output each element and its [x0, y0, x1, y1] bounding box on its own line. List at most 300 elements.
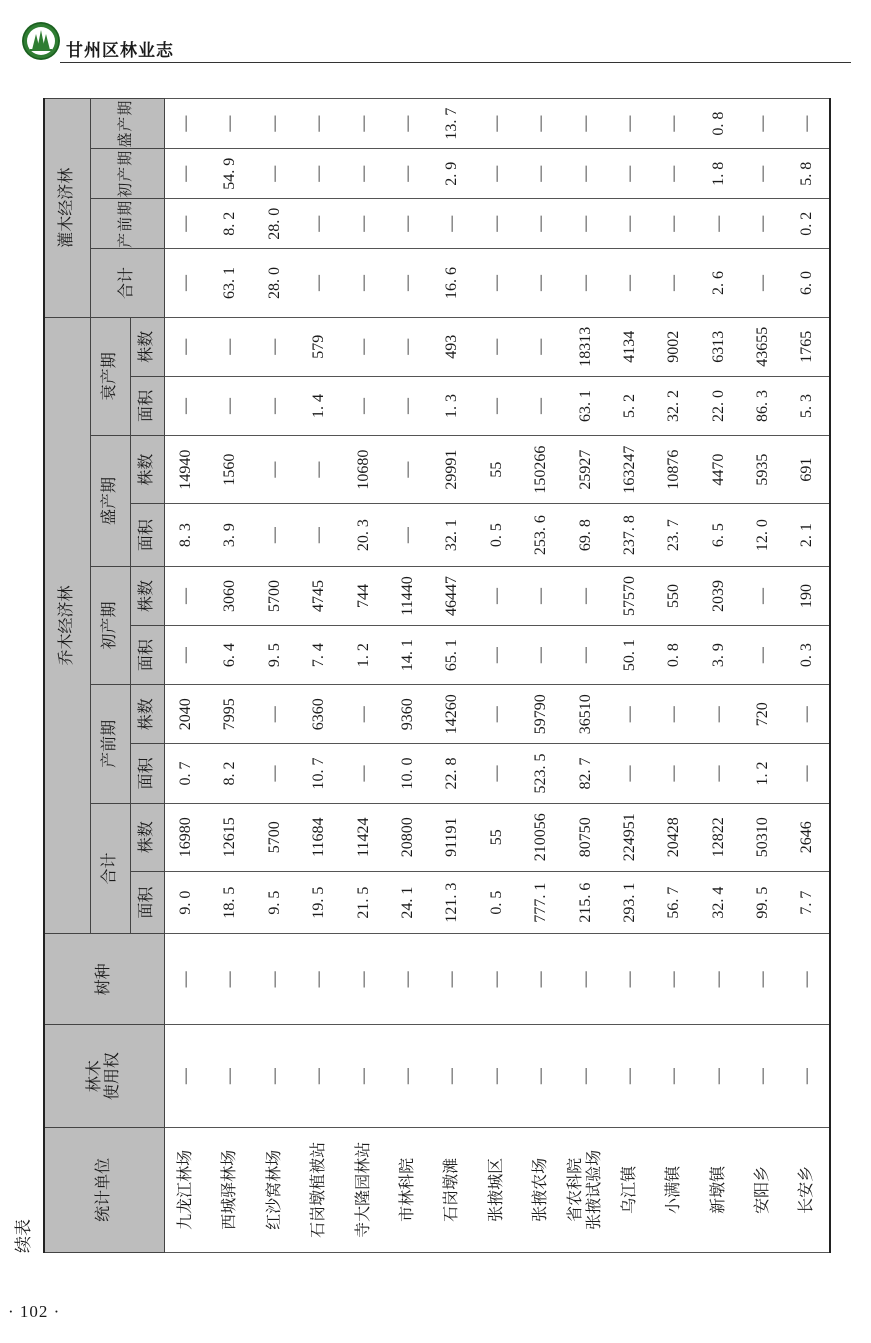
header-tree-group: 乔木经济林	[44, 317, 90, 934]
cell-rights: —	[608, 1025, 652, 1127]
header-pre: 产前期	[90, 685, 130, 803]
page-number: · 102 ·	[8, 1302, 61, 1321]
cell-value: —	[253, 744, 297, 803]
cell-value: —	[564, 149, 608, 199]
cell-value: —	[164, 249, 208, 317]
cell-value: 1. 4	[297, 376, 341, 435]
cell-value: 253. 6	[519, 504, 563, 567]
header-count: 株数	[130, 317, 164, 376]
cell-value: 8. 2	[208, 199, 252, 249]
cell-value: 25927	[564, 436, 608, 504]
header-unit: 统计单位	[44, 1127, 164, 1252]
cell-value: 28. 0	[253, 199, 297, 249]
table-row	[342, 99, 386, 1253]
cell-rights: —	[430, 1025, 474, 1127]
header-area: 面积	[130, 626, 164, 685]
cell-rights: —	[386, 1025, 430, 1127]
cell-value: 2. 6	[697, 249, 741, 317]
cell-value: 10680	[342, 436, 386, 504]
cell-species: —	[208, 934, 252, 1025]
cell-value: —	[564, 626, 608, 685]
cell-value: —	[652, 99, 696, 149]
cell-value: —	[386, 317, 430, 376]
cell-value: 121. 3	[430, 871, 474, 934]
cell-value: —	[208, 99, 252, 149]
cell-value: 12. 0	[741, 504, 785, 567]
cell-value: —	[386, 504, 430, 567]
table-body	[164, 99, 830, 1253]
cell-value: —	[342, 376, 386, 435]
cell-value: —	[430, 199, 474, 249]
cell-value: —	[253, 685, 297, 744]
table-row	[519, 99, 563, 1253]
cell-value: 55	[475, 803, 519, 871]
cell-value: —	[608, 685, 652, 744]
table-row	[386, 99, 430, 1253]
cell-value: 6313	[697, 317, 741, 376]
continued-label: 续表	[14, 1219, 34, 1253]
header-total: 合计	[90, 803, 130, 934]
cell-value: 2646	[785, 803, 830, 871]
table-row	[253, 99, 297, 1253]
cell-unit: 张掖城区	[475, 1127, 519, 1252]
cell-value: —	[608, 99, 652, 149]
header-early: 初产期	[90, 566, 130, 684]
cell-species: —	[430, 934, 474, 1025]
cell-value: 6. 0	[785, 249, 830, 317]
cell-value: —	[741, 149, 785, 199]
cell-unit: 石岗墩植被站	[297, 1127, 341, 1252]
cell-rights: —	[253, 1025, 297, 1127]
cell-value: 9. 0	[164, 871, 208, 934]
cell-value: —	[342, 249, 386, 317]
cell-value: —	[697, 199, 741, 249]
header-area: 面积	[130, 744, 164, 803]
header-shrub-group: 灌木经济林	[44, 99, 90, 318]
cell-value: 80750	[564, 803, 608, 871]
table-row	[164, 99, 208, 1253]
header-count: 株数	[130, 436, 164, 504]
cell-value: —	[608, 249, 652, 317]
cell-value: 18. 5	[208, 871, 252, 934]
cell-value: —	[475, 149, 519, 199]
cell-value: —	[741, 99, 785, 149]
table-row	[475, 99, 519, 1253]
cell-value: 6. 5	[697, 504, 741, 567]
cell-value: 7. 7	[785, 871, 830, 934]
header-area: 面积	[130, 504, 164, 567]
cell-value: 63. 1	[208, 249, 252, 317]
cell-value: 63. 1	[564, 376, 608, 435]
header-peak: 盛产期	[90, 436, 130, 567]
cell-value: 82. 7	[564, 744, 608, 803]
cell-value: 65. 1	[430, 626, 474, 685]
cell-unit: 西城驿林场	[208, 1127, 252, 1252]
cell-value: —	[741, 626, 785, 685]
cell-value: —	[164, 149, 208, 199]
cell-value: 0. 8	[697, 99, 741, 149]
cell-value: 32. 4	[697, 871, 741, 934]
cell-value: —	[386, 199, 430, 249]
cell-value: 2. 9	[430, 149, 474, 199]
cell-value: 0. 7	[164, 744, 208, 803]
cell-value: —	[608, 199, 652, 249]
cell-unit: 寺大隆园林站	[342, 1127, 386, 1252]
cell-value: 4745	[297, 566, 341, 625]
cell-value: —	[564, 566, 608, 625]
cell-species: —	[697, 934, 741, 1025]
cell-value: 9. 5	[253, 626, 297, 685]
table-row	[697, 99, 741, 1253]
cell-value: 36510	[564, 685, 608, 744]
cell-value: 2. 1	[785, 504, 830, 567]
cell-value: 8. 2	[208, 744, 252, 803]
cell-value: —	[386, 436, 430, 504]
cell-species: —	[253, 934, 297, 1025]
cell-value: 91191	[430, 803, 474, 871]
cell-value: 1. 3	[430, 376, 474, 435]
cell-rights: —	[475, 1025, 519, 1127]
cell-value: 11440	[386, 566, 430, 625]
cell-value: 11424	[342, 803, 386, 871]
cell-value: 8. 3	[164, 504, 208, 567]
cell-value: 99. 5	[741, 871, 785, 934]
cell-value: 16980	[164, 803, 208, 871]
cell-value: 5700	[253, 566, 297, 625]
cell-value: —	[342, 744, 386, 803]
cell-unit	[564, 1127, 608, 1252]
cell-value: 5. 3	[785, 376, 830, 435]
cell-value: 46447	[430, 566, 474, 625]
cell-value: —	[253, 317, 297, 376]
cell-value: 720	[741, 685, 785, 744]
cell-value: 744	[342, 566, 386, 625]
header-count: 株数	[130, 566, 164, 625]
cell-value: 21. 5	[342, 871, 386, 934]
cell-value: 50. 1	[608, 626, 652, 685]
cell-value: —	[253, 376, 297, 435]
cell-value: —	[297, 249, 341, 317]
cell-value: —	[475, 249, 519, 317]
cell-value: —	[342, 149, 386, 199]
cell-value: 7995	[208, 685, 252, 744]
cell-value: —	[253, 149, 297, 199]
cell-unit: 安阳乡	[741, 1127, 785, 1252]
cell-value: 20800	[386, 803, 430, 871]
cell-value: 54. 9	[208, 149, 252, 199]
cell-rights: —	[652, 1025, 696, 1127]
cell-unit: 乌江镇	[608, 1127, 652, 1252]
cell-value: 190	[785, 566, 830, 625]
header-rights-line-2: 使用权	[104, 1052, 122, 1101]
cell-unit: 张掖农场	[519, 1127, 563, 1252]
cell-value: 13. 7	[430, 99, 474, 149]
cell-value: 0. 8	[652, 626, 696, 685]
cell-species: —	[386, 934, 430, 1025]
cell-value: 10. 7	[297, 744, 341, 803]
table-row	[297, 99, 341, 1253]
cell-value: 11684	[297, 803, 341, 871]
cell-species: —	[164, 934, 208, 1025]
cell-value: —	[475, 744, 519, 803]
cell-value: 579	[297, 317, 341, 376]
cell-value: 32. 1	[430, 504, 474, 567]
cell-value: 4470	[697, 436, 741, 504]
cell-unit: 长安乡	[785, 1127, 830, 1252]
cell-value: 86. 3	[741, 376, 785, 435]
cell-value: 523. 5	[519, 744, 563, 803]
cell-value: —	[564, 249, 608, 317]
cell-value: 1. 2	[342, 626, 386, 685]
cell-value: 1. 8	[697, 149, 741, 199]
cell-value: —	[297, 504, 341, 567]
cell-value: 0. 5	[475, 871, 519, 934]
cell-value: 12615	[208, 803, 252, 871]
cell-value: 23. 7	[652, 504, 696, 567]
table-row	[208, 99, 252, 1253]
cell-value: —	[519, 626, 563, 685]
header-decline: 衰产期	[90, 317, 130, 435]
cell-value: —	[342, 685, 386, 744]
cell-value: —	[519, 199, 563, 249]
cell-value: —	[164, 626, 208, 685]
cell-unit: 市林科院	[386, 1127, 430, 1252]
cell-value: —	[652, 199, 696, 249]
cell-value: 493	[430, 317, 474, 376]
cell-rights: —	[519, 1025, 563, 1127]
cell-value: 50310	[741, 803, 785, 871]
cell-rights: —	[164, 1025, 208, 1127]
cell-value: 550	[652, 566, 696, 625]
cell-value: —	[386, 99, 430, 149]
header-count: 株数	[130, 803, 164, 871]
cell-species: —	[342, 934, 386, 1025]
cell-value: —	[164, 376, 208, 435]
cell-value: —	[652, 685, 696, 744]
cell-value: —	[741, 249, 785, 317]
cell-value: —	[386, 376, 430, 435]
header-species: 树种	[44, 934, 164, 1025]
header-divider	[60, 62, 851, 63]
header-shrub-pre: 产前期	[90, 199, 164, 249]
cell-value: 0. 2	[785, 199, 830, 249]
cell-value: —	[164, 317, 208, 376]
cell-value: 293. 1	[608, 871, 652, 934]
cell-species: —	[519, 934, 563, 1025]
cell-value: 0. 3	[785, 626, 830, 685]
cell-value: —	[519, 99, 563, 149]
cell-value: 56. 7	[652, 871, 696, 934]
cell-rights: —	[297, 1025, 341, 1127]
cell-unit: 新墩镇	[697, 1127, 741, 1252]
header-shrub-peak: 盛产期	[90, 99, 164, 149]
cell-value: 69. 8	[564, 504, 608, 567]
cell-rights: —	[208, 1025, 252, 1127]
cell-value: 691	[785, 436, 830, 504]
cell-species: —	[741, 934, 785, 1025]
cell-value: —	[208, 317, 252, 376]
cell-value: —	[164, 99, 208, 149]
cell-value: 16. 6	[430, 249, 474, 317]
cell-value: —	[519, 249, 563, 317]
cell-value: 3. 9	[697, 626, 741, 685]
cell-value: —	[475, 317, 519, 376]
cell-value: —	[342, 317, 386, 376]
cell-value: —	[741, 199, 785, 249]
cell-value: —	[208, 376, 252, 435]
cell-value: —	[519, 566, 563, 625]
cell-value: —	[253, 99, 297, 149]
cell-value: 1765	[785, 317, 830, 376]
cell-value: —	[697, 685, 741, 744]
cell-value: —	[253, 436, 297, 504]
cell-value: —	[519, 376, 563, 435]
table-row	[785, 99, 830, 1253]
cell-value: —	[564, 199, 608, 249]
cell-value: 12822	[697, 803, 741, 871]
cell-value: 210056	[519, 803, 563, 871]
cell-value: 43655	[741, 317, 785, 376]
cell-value: 150266	[519, 436, 563, 504]
cell-value: 14. 1	[386, 626, 430, 685]
cell-value: 20428	[652, 803, 696, 871]
cell-value: 20. 3	[342, 504, 386, 567]
cell-value: 22. 8	[430, 744, 474, 803]
header-area: 面积	[130, 871, 164, 934]
cell-value: —	[342, 199, 386, 249]
cell-value: 14940	[164, 436, 208, 504]
cell-species: —	[608, 934, 652, 1025]
cell-value: —	[652, 249, 696, 317]
cell-unit: 小满镇	[652, 1127, 696, 1252]
cell-value: 7. 4	[297, 626, 341, 685]
cell-value: 215. 6	[564, 871, 608, 934]
cell-rights: —	[785, 1025, 830, 1127]
cell-value: —	[652, 744, 696, 803]
cell-value: 32. 2	[652, 376, 696, 435]
cell-value: 0. 5	[475, 504, 519, 567]
cell-value: 14260	[430, 685, 474, 744]
cell-value: 1560	[208, 436, 252, 504]
cell-value: —	[164, 566, 208, 625]
cell-value: 3. 9	[208, 504, 252, 567]
cell-value: 9002	[652, 317, 696, 376]
cell-value: 19. 5	[297, 871, 341, 934]
cell-unit-line: 省农科院	[567, 1157, 585, 1222]
cell-species: —	[297, 934, 341, 1025]
cell-value: 24. 1	[386, 871, 430, 934]
cell-value: 2039	[697, 566, 741, 625]
cell-value: —	[697, 744, 741, 803]
cell-value: —	[475, 685, 519, 744]
cell-value: —	[475, 626, 519, 685]
cell-species: —	[785, 934, 830, 1025]
cell-value: 9. 5	[253, 871, 297, 934]
cell-value: 10. 0	[386, 744, 430, 803]
tree-logo-icon	[22, 22, 60, 60]
cell-value: 6360	[297, 685, 341, 744]
cell-unit-line: 张掖试验场	[585, 1149, 603, 1230]
cell-species: —	[475, 934, 519, 1025]
cell-value: —	[475, 99, 519, 149]
table-row	[652, 99, 696, 1253]
cell-value: 4134	[608, 317, 652, 376]
cell-unit: 九龙江林场	[164, 1127, 208, 1252]
header-rights	[44, 1025, 164, 1127]
book-title: 甘州区林业志	[66, 41, 174, 61]
cell-value: —	[386, 249, 430, 317]
cell-value: —	[297, 99, 341, 149]
cell-value: 6. 4	[208, 626, 252, 685]
cell-value: 5700	[253, 803, 297, 871]
cell-value: —	[608, 149, 652, 199]
cell-species: —	[652, 934, 696, 1025]
cell-value: —	[652, 149, 696, 199]
header-shrub-early: 初产期	[90, 149, 164, 199]
cell-value: 5935	[741, 436, 785, 504]
cell-value: —	[253, 504, 297, 567]
cell-unit: 石岗墩滩	[430, 1127, 474, 1252]
cell-value: —	[785, 744, 830, 803]
forestry-economic-table	[43, 98, 831, 1253]
cell-value: 163247	[608, 436, 652, 504]
cell-unit: 红沙窝林场	[253, 1127, 297, 1252]
cell-value: —	[785, 99, 830, 149]
cell-value: 5. 2	[608, 376, 652, 435]
cell-value: —	[608, 744, 652, 803]
cell-rights: —	[564, 1025, 608, 1127]
cell-value: 777. 1	[519, 871, 563, 934]
cell-value: 28. 0	[253, 249, 297, 317]
cell-value: 18313	[564, 317, 608, 376]
page-header	[0, 0, 871, 70]
table-row	[608, 99, 652, 1253]
cell-species: —	[564, 934, 608, 1025]
cell-value: 2040	[164, 685, 208, 744]
cell-value: 55	[475, 436, 519, 504]
header-count: 株数	[130, 685, 164, 744]
cell-value: 10876	[652, 436, 696, 504]
cell-value: —	[475, 566, 519, 625]
cell-value: 57570	[608, 566, 652, 625]
cell-value: —	[519, 317, 563, 376]
cell-value: —	[164, 199, 208, 249]
cell-value: 3060	[208, 566, 252, 625]
cell-value: —	[386, 149, 430, 199]
cell-value: —	[519, 149, 563, 199]
cell-rights: —	[697, 1025, 741, 1127]
cell-value: 9360	[386, 685, 430, 744]
cell-value: 5. 8	[785, 149, 830, 199]
table-row	[430, 99, 474, 1253]
cell-value: —	[342, 99, 386, 149]
cell-value: 29991	[430, 436, 474, 504]
header-shrub-total: 合计	[90, 249, 164, 317]
cell-value: —	[475, 376, 519, 435]
table-row	[741, 99, 785, 1253]
cell-value: 224951	[608, 803, 652, 871]
cell-value: —	[741, 566, 785, 625]
cell-rights: —	[741, 1025, 785, 1127]
header-area: 面积	[130, 376, 164, 435]
header-rights-line-1: 林木	[85, 1060, 103, 1093]
cell-rights: —	[342, 1025, 386, 1127]
cell-value: —	[297, 149, 341, 199]
cell-value: 22. 0	[697, 376, 741, 435]
cell-value: —	[564, 99, 608, 149]
table-row	[564, 99, 608, 1253]
cell-value: —	[475, 199, 519, 249]
